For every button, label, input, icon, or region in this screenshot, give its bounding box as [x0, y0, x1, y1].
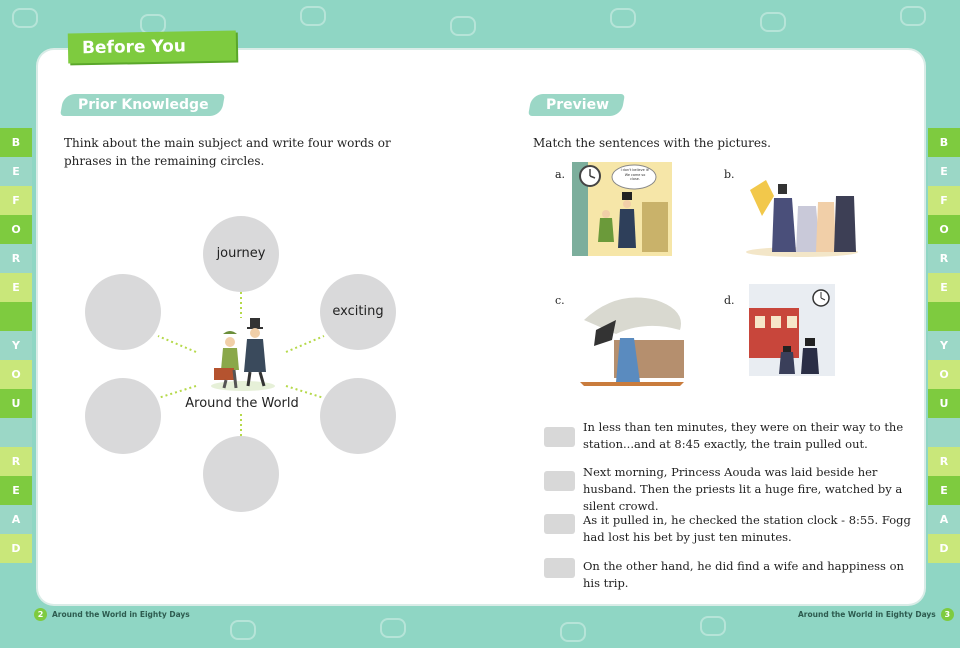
page-number-left: 2	[34, 608, 47, 621]
word-circle-bottom-text	[203, 436, 279, 512]
side-strip-letter: A	[0, 505, 32, 534]
side-strip-letter: R	[0, 447, 32, 476]
word-circle-upper-left-text	[85, 274, 161, 350]
word-circle-upper-right-text: exciting	[332, 304, 384, 319]
preview-heading: Preview	[528, 94, 625, 116]
side-strip-letter: Y	[0, 331, 32, 360]
side-strip-letter: E	[0, 157, 32, 186]
side-strip-letter: R	[928, 447, 960, 476]
word-circle-lower-left-text	[85, 378, 161, 454]
sentence-row-4	[544, 558, 914, 590]
side-strip-letter: E	[928, 273, 960, 302]
sentence-row-2	[544, 464, 914, 513]
word-circle-lower-right-text	[320, 378, 396, 454]
page-title: Before You Read	[68, 31, 236, 64]
side-strip-letter: E	[928, 476, 960, 505]
side-strip-letter: R	[0, 244, 32, 273]
speech-bubble-text: I don't believe it! We came so close.	[620, 168, 650, 181]
picture-label-b: b.	[724, 168, 735, 181]
prior-knowledge-heading: Prior Knowledge	[60, 94, 224, 116]
picture-c-fire-scene	[576, 290, 688, 386]
picture-label-a: a.	[555, 168, 566, 181]
footer-right	[798, 608, 954, 621]
sentence-4: On the other hand, he did find a wife and happiness on his trip.	[583, 559, 904, 590]
side-strip-letter: E	[928, 157, 960, 186]
side-strip-letter: A	[928, 505, 960, 534]
side-strip-letter: U	[928, 389, 960, 418]
side-strip-letter: O	[928, 360, 960, 389]
center-label: Around the World	[185, 396, 299, 411]
answer-box-2[interactable]	[544, 471, 575, 491]
preview-instruction: Match the sentences with the pictures.	[533, 136, 771, 150]
side-strip-letter: F	[928, 186, 960, 215]
word-circle-top-text: journey	[216, 246, 266, 261]
sentence-row-3	[544, 512, 914, 552]
travelers-illustration	[206, 312, 280, 392]
side-strip-letter: B	[0, 128, 32, 157]
sentence-row-1	[544, 419, 914, 459]
picture-label-c: c.	[555, 294, 565, 307]
picture-label-d: d.	[724, 294, 735, 307]
answer-box-4[interactable]	[544, 558, 575, 578]
footer-title-left: Around the World in Eighty Days	[52, 610, 190, 619]
side-strip-letter: U	[0, 389, 32, 418]
side-strip-letter: E	[0, 476, 32, 505]
side-strip-letter: B	[928, 128, 960, 157]
side-strip-letter: O	[928, 215, 960, 244]
side-strip-letter: E	[0, 273, 32, 302]
side-strip-letter: O	[0, 215, 32, 244]
prior-knowledge-instruction: Think about the main subject and write four words or phrases in the remaining circles.	[64, 136, 391, 168]
side-strip-letter: D	[928, 534, 960, 563]
answer-box-3[interactable]	[544, 514, 575, 534]
sentence-3: As it pulled in, he checked the station clock - 8:55. Fogg had lost his bet by just ten minutes.	[583, 513, 911, 544]
sentence-2: Next morning, Princess Aouda was laid beside her husband. Then the priests lit a huge fire, watched by a silent crowd.	[583, 465, 903, 513]
answer-box-1[interactable]	[544, 427, 575, 447]
side-strip-letter: F	[0, 186, 32, 215]
footer-title-right: Around the World in Eighty Days	[798, 610, 936, 619]
page-number-right: 3	[941, 608, 954, 621]
side-strip-letter: D	[0, 534, 32, 563]
picture-b-crowd	[744, 176, 860, 258]
sentence-1: In less than ten minutes, they were on their way to the station...and at 8:45 exactly, the train pulled out.	[583, 420, 904, 451]
side-strip-letter: R	[928, 244, 960, 273]
picture-d-train	[749, 284, 835, 376]
side-strip-letter: O	[0, 360, 32, 389]
footer-left	[34, 608, 190, 621]
side-strip-letter: Y	[928, 331, 960, 360]
